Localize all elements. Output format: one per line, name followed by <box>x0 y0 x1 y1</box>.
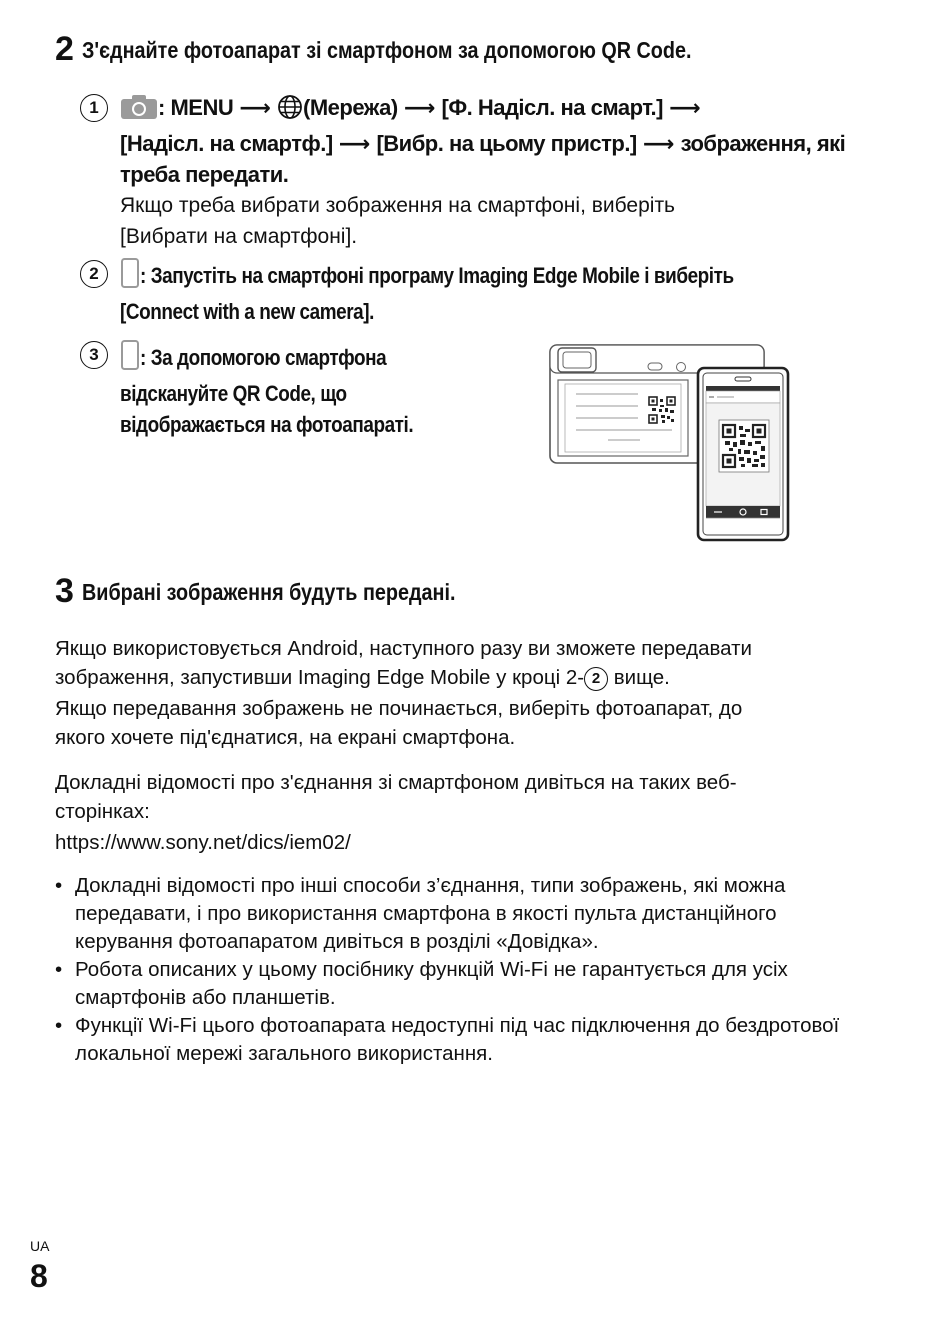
arrow-right-icon: ⟶ <box>338 131 371 156</box>
android-line2 <box>55 663 855 692</box>
step2-title: З'єднайте фотоапарат зі смартфоном за допомогою QR Code. <box>81 37 692 63</box>
sub3-block <box>120 340 520 440</box>
arrow-right-icon: ⟶ <box>239 95 271 120</box>
smartphone-icon <box>120 258 140 296</box>
sub2-line2: [Connect with a new camera]. <box>120 299 374 324</box>
transfer-line1: Якщо передавання зображень не починається, виберіть фотоапарат, до <box>55 697 743 720</box>
sub1-menu-text: : MENU <box>158 95 234 120</box>
list-item: • Функції Wi-Fi цього фотоапарата недоступні під час підключення до бездротової локальної мережі загального використання. <box>55 1012 845 1068</box>
list-item: • Докладні відомості про інші способи з’єднання, типи зображень, які можна передавати, і про використання смартфона в якості пульта дистанційного керування фотоапаратом дивіться в розділі «Довідка». <box>55 872 845 956</box>
sub1-marker: 1 <box>80 94 108 122</box>
list-item: • Робота описаних у цьому посібнику функцій Wi-Fi не гарантується для усіх смартфонів або планшетів. <box>55 956 845 1012</box>
android-line2-end: вище. <box>608 666 670 689</box>
details-line2: сторінках: <box>55 800 150 823</box>
android-paragraph <box>55 634 855 752</box>
step2-heading <box>55 30 791 69</box>
android-line2-text: зображення, запустивши Imaging Edge Mobile у кроці 2- <box>55 666 585 689</box>
sub1-send-smart: [Ф. Надісл. на смарт.] <box>441 95 663 120</box>
sub3-line1: : За допомогою смартфона <box>140 345 387 370</box>
smartphone-icon <box>120 340 140 378</box>
sub3-marker: 3 <box>80 341 108 369</box>
support-url[interactable]: https://www.sony.net/dics/iem02/ <box>55 831 351 854</box>
sub1-select-device: [Вибр. на цьому пристр.] <box>376 131 637 156</box>
details-line1: Докладні відомості про з'єднання зі смартфоном дивіться на таких веб- <box>55 771 737 794</box>
step2-number: 2 <box>55 30 74 68</box>
step-ref-marker: 2 <box>584 667 608 691</box>
sub2-line1: : Запустіть на смартфоні програму Imaging Edge Mobile і виберіть <box>140 263 734 288</box>
sub3-line2: відскануйте QR Code, що <box>120 381 347 406</box>
sub1-block <box>120 92 900 252</box>
globe-icon <box>277 94 303 128</box>
arrow-right-icon: ⟶ <box>669 95 701 120</box>
sub1-network-label: (Мережа) <box>303 95 398 120</box>
sub1-note-line2: [Вибрати на смартфоні]. <box>120 225 358 248</box>
sub1-note-line1: Якщо треба вибрати зображення на смартфоні, виберіть <box>120 194 676 217</box>
sub1-images-which: зображення, які <box>680 131 846 156</box>
camera-icon <box>120 94 158 128</box>
details-paragraph <box>55 768 855 857</box>
sub2-marker: 2 <box>80 260 108 288</box>
step3-number: 3 <box>55 572 74 610</box>
page-number: 8 <box>30 1258 48 1294</box>
android-line1: Якщо використовується Android, наступного разу ви зможете передавати <box>55 637 752 660</box>
arrow-right-icon: ⟶ <box>403 95 436 120</box>
step3-title: Вибрані зображення будуть передані. <box>81 579 456 605</box>
arrow-right-icon: ⟶ <box>642 131 675 156</box>
sub2-block <box>120 258 880 327</box>
transfer-line2: якого хочете під'єднатися, на екрані смартфона. <box>55 726 516 749</box>
sub3-line3: відображається на фотоапараті. <box>120 412 414 437</box>
language-code: UA <box>30 1238 50 1254</box>
notes-list <box>55 872 845 1068</box>
camera-phone-illustration <box>548 340 793 545</box>
sub1-to-send: треба передати. <box>120 162 289 187</box>
sub1-send-smartf: [Надісл. на смартф.] <box>120 131 333 156</box>
step3-heading <box>55 572 516 611</box>
